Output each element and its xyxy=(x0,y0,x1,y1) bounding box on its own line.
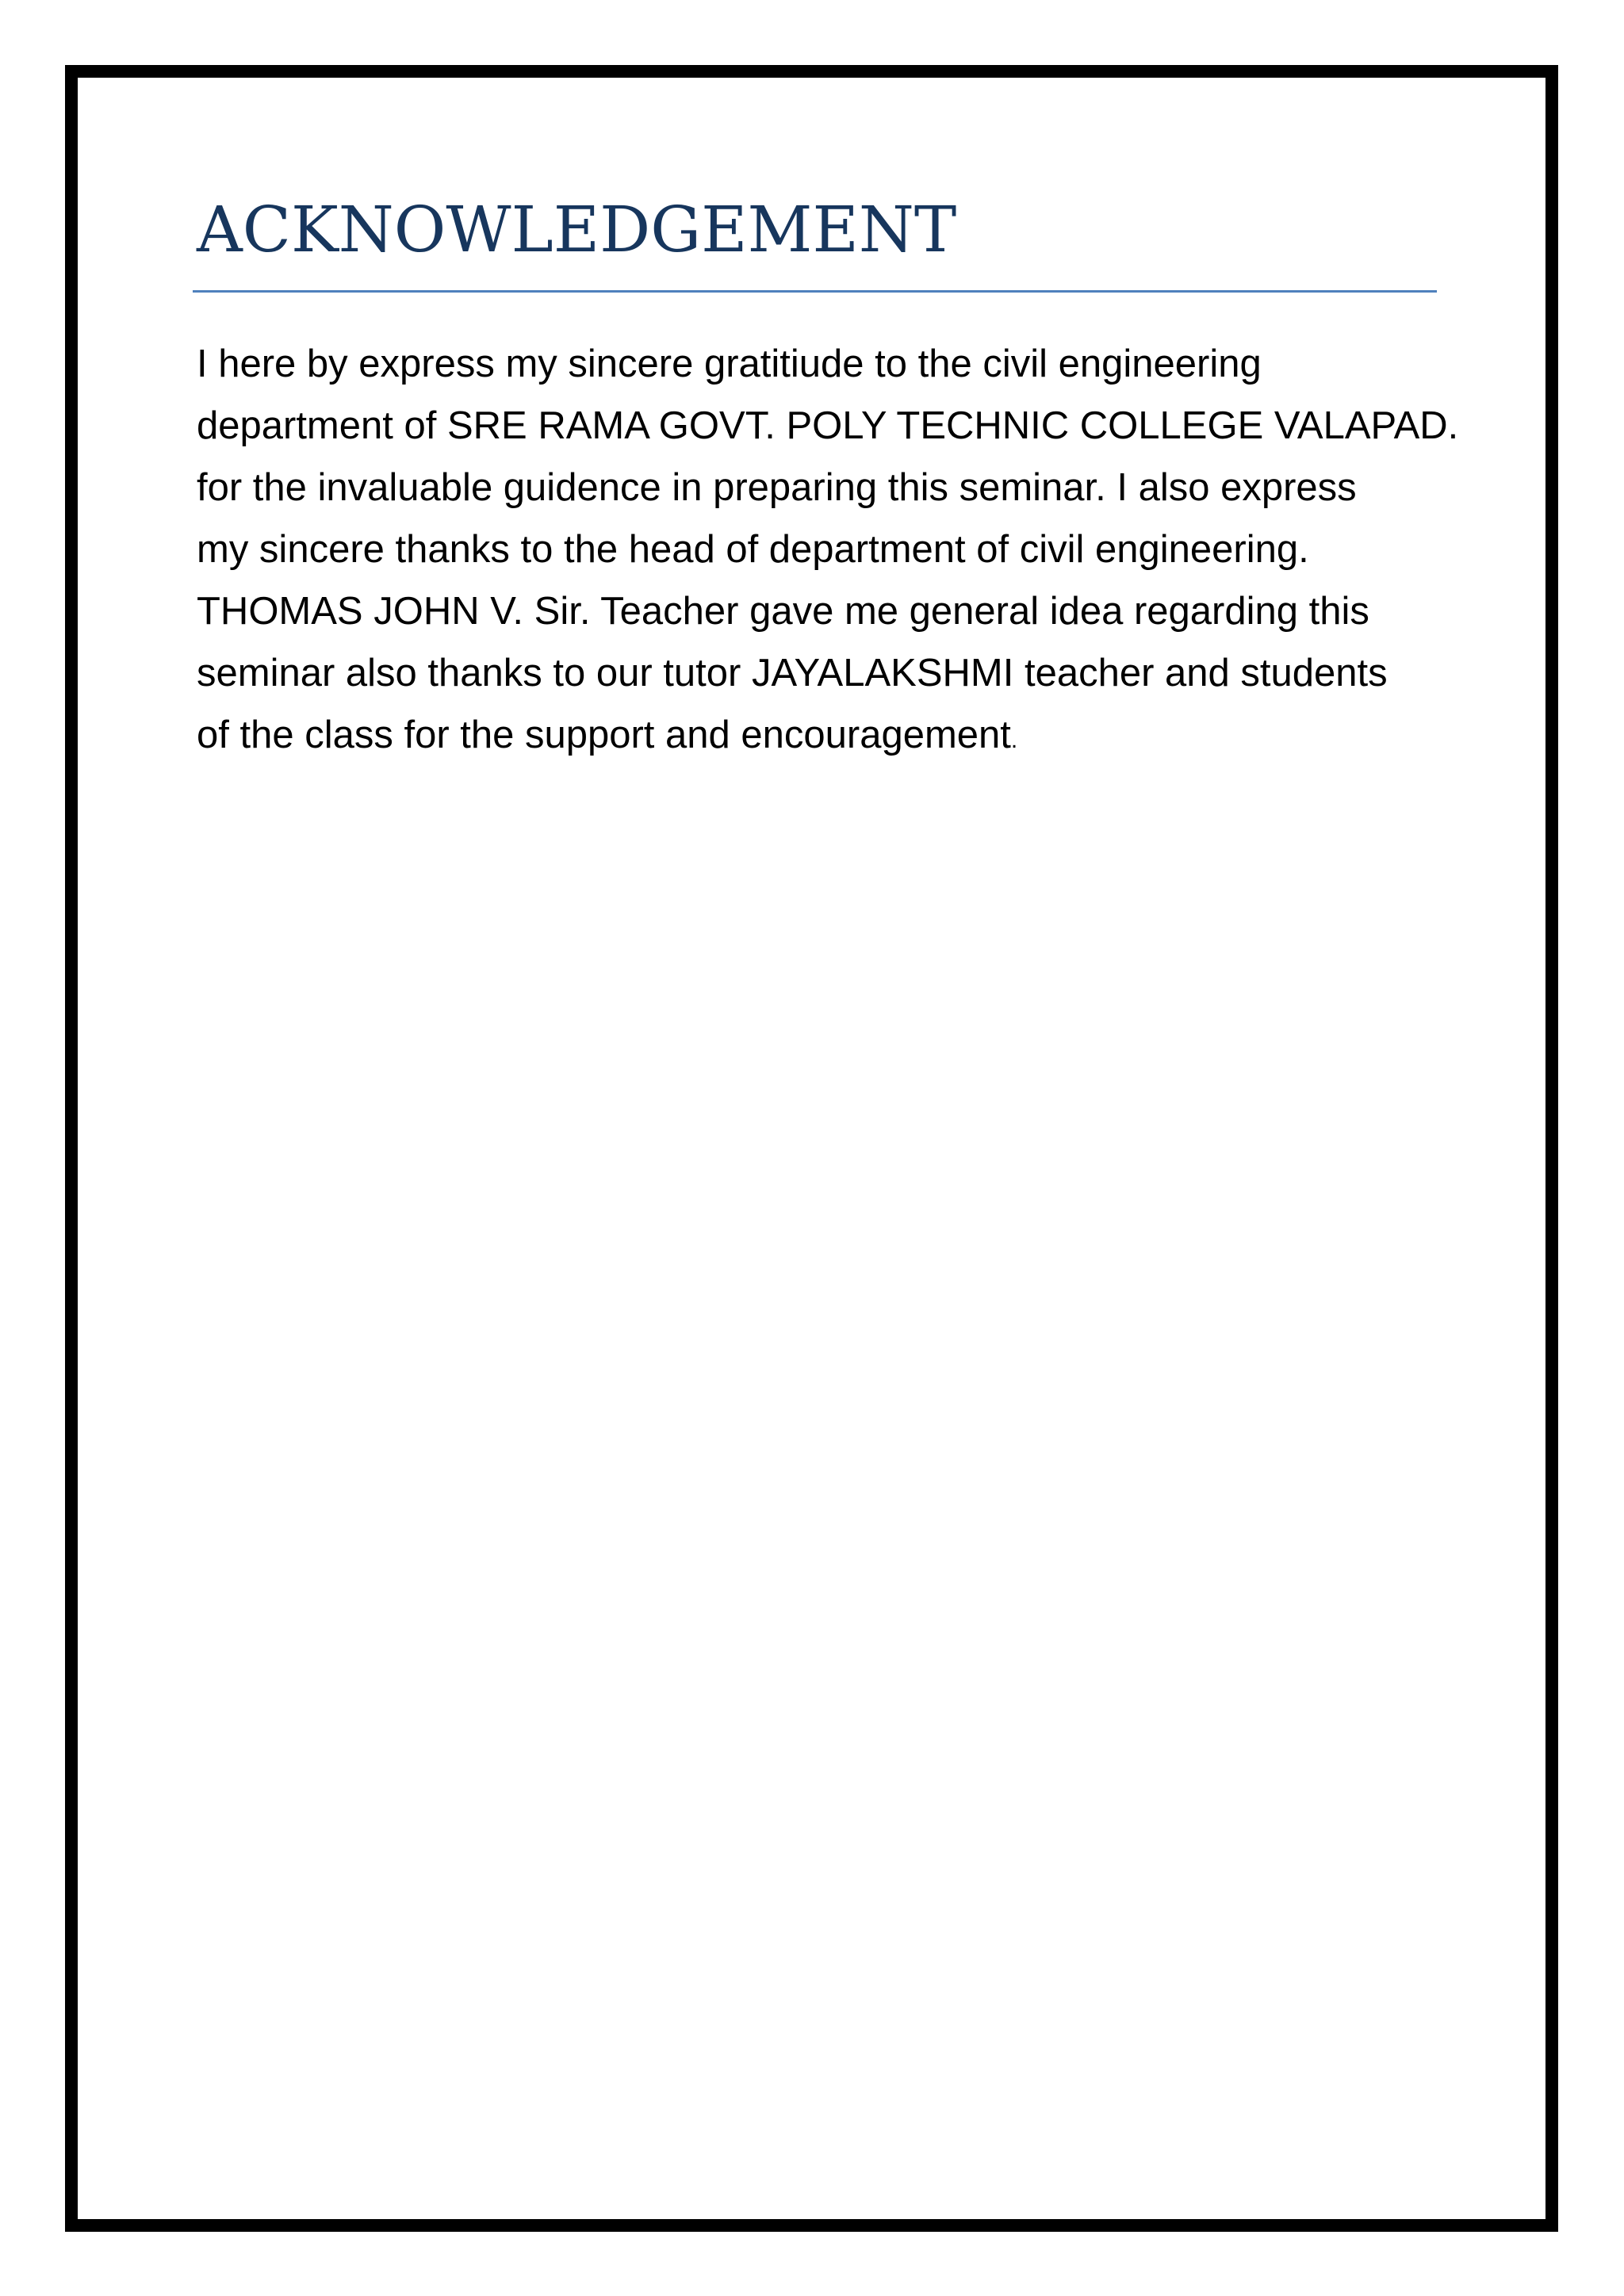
paragraph-line-7 xyxy=(197,704,1450,771)
paragraph-line-5: THOMAS JOHN V. Sir. Teacher gave me general idea regarding this xyxy=(197,590,1369,633)
final-period: . xyxy=(1010,727,1018,753)
heading-divider xyxy=(193,290,1437,293)
paragraph-line-6: seminar also thanks to our tutor JAYALAKSHMI teacher and students xyxy=(197,652,1388,695)
acknowledgement-paragraph xyxy=(197,333,1459,771)
page-title: ACKNOWLEDGEMENT xyxy=(197,193,957,266)
paragraph-line-2: department of SRE RAMA GOVT. POLY TECHNIC COLLEGE VALAPAD. xyxy=(197,404,1459,447)
paragraph-line-7-text: of the class for the support and encouragement xyxy=(197,714,1011,756)
paragraph-line-4: my sincere thanks to the head of department of civil engineering. xyxy=(197,528,1309,571)
paragraph-line-3: for the invaluable guidence in preparing this seminar. I also express xyxy=(197,466,1357,509)
paragraph-line-1: I here by express my sincere gratitiude to the civil engineering xyxy=(197,342,1262,385)
